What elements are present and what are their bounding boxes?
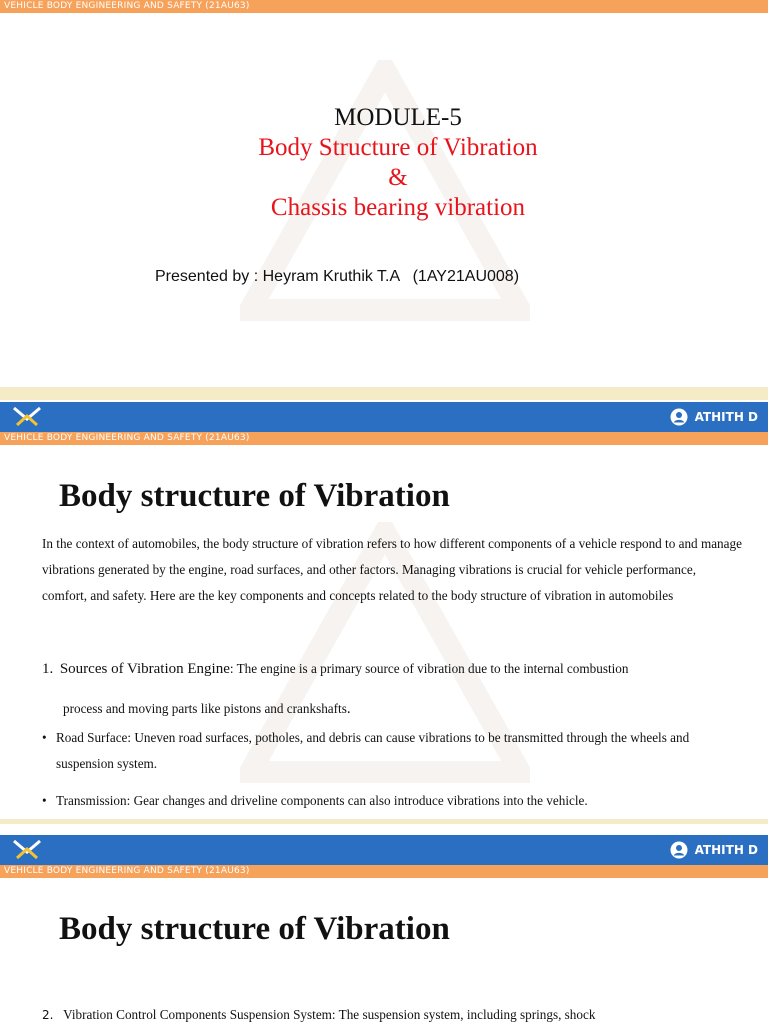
slide-divider-strip: [0, 819, 768, 824]
bullet-text: : Gear changes and driveline components can also introduce vibrations into the vehicle.: [126, 793, 588, 808]
numbered-item-2: [42, 1005, 742, 1024]
bullet-dot: •: [42, 730, 47, 745]
presenter-line: Presented by : Heyram Kruthik T.A (1AY21AU008): [155, 268, 520, 285]
title-line-2: Chassis bearing vibration: [270, 194, 526, 221]
slide-title: [0, 0, 768, 400]
user-chip[interactable]: [670, 835, 758, 865]
user-name: ATHITH D: [694, 410, 758, 424]
slide-divider-strip: [0, 387, 768, 400]
item-number: 1.: [42, 661, 54, 677]
slide-body-structure-1: [0, 432, 768, 824]
title-block: [0, 103, 768, 223]
bullet-title: Road Surface: [56, 730, 128, 745]
course-title-strip: VEHICLE BODY ENGINEERING AND SAFETY (21AU63): [0, 0, 768, 13]
item-text: : The engine is a primary source of vibration due to the internal combustion: [229, 661, 629, 676]
slide-body-structure-2: [0, 865, 768, 1024]
intro-paragraph: In the context of automobiles, the body structure of vibration refers to how different components of a vehicle respond to and manage vibrations generated by the engine, road surfaces, and other factors. Managing vibrations is crucial for vehicle performance, comfort, and safety. Here are the key components and concepts related to the body structure of vibration in automobiles: [42, 536, 742, 603]
bullet-title: Transmission: [56, 793, 127, 808]
slide-heading: Body structure of Vibration: [59, 911, 450, 947]
viewer-header-bar: [0, 402, 768, 432]
course-title-strip: VEHICLE BODY ENGINEERING AND SAFETY (21AU63): [0, 432, 768, 445]
item-text: Vibration Control Components Suspension System: The suspension system, including springs, shock: [63, 1007, 596, 1022]
module-title: MODULE-5: [334, 104, 462, 131]
bullet-dot: •: [42, 793, 47, 808]
numbered-item-1: [42, 649, 742, 729]
viewer-header-bar: [0, 835, 768, 865]
item-continuation: process and moving parts like pistons and crankshafts.: [63, 701, 351, 717]
user-icon: [670, 408, 688, 426]
bullet-text: : Uneven road surfaces, potholes, and debris can cause vibrations to be transmitted through the wheels and suspension system.: [56, 730, 690, 771]
bullet-road-surface: [42, 725, 742, 777]
item-number: 2.: [42, 1008, 54, 1022]
user-chip[interactable]: [670, 402, 758, 432]
college-logo-icon: [10, 838, 44, 862]
bullet-transmission: [42, 788, 742, 814]
user-icon: [670, 841, 688, 859]
college-logo-icon: [10, 405, 44, 429]
title-ampersand: &: [388, 164, 408, 191]
user-name: ATHITH D: [694, 843, 758, 857]
slide-heading: Body structure of Vibration: [59, 478, 450, 514]
course-title-strip: VEHICLE BODY ENGINEERING AND SAFETY (21AU63): [0, 865, 768, 878]
item-title: Sources of Vibration Engine: [59, 661, 230, 677]
title-line-1: Body Structure of Vibration: [258, 134, 538, 161]
